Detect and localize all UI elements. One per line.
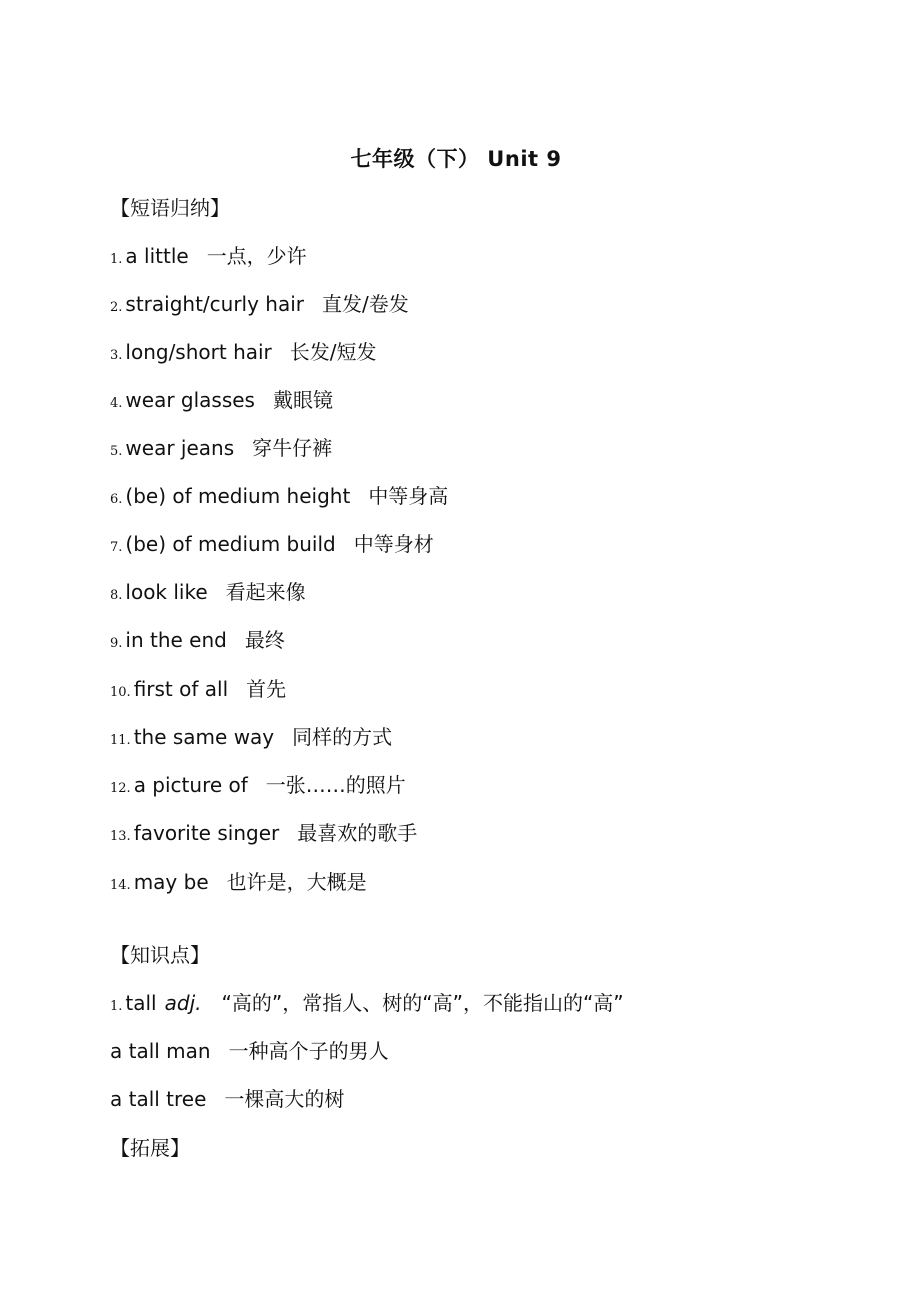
example-english: a tall man [110,1039,211,1063]
phrase-item-4 [110,385,333,419]
example-chinese: 一棵高大的树 [224,1087,345,1111]
part-of-speech: adj. [164,991,202,1015]
phrase-english: wear glasses [125,388,255,412]
knowledge-point-1 [110,988,624,1022]
phrase-number: 8. [110,588,123,603]
phrase-number: 6. [110,492,123,507]
phrase-item-9 [110,625,285,659]
phrase-item-14 [110,867,367,901]
phrase-number: 12. [110,781,131,796]
example-english: a tall tree [110,1087,207,1111]
phrase-english: (be) of medium build [125,532,336,556]
phrase-chinese: 戴眼镜 [272,388,333,412]
phrase-chinese: 也许是，大概是 [226,870,367,894]
knowledge-definition: “高的”，常指人、树的“高”，不能指山的“高” [221,991,624,1015]
phrase-number: 7. [110,540,123,555]
phrase-number: 5. [110,444,123,459]
phrase-number: 10. [110,685,131,700]
phrase-english: in the end [125,628,227,652]
phrase-number: 11. [110,733,131,748]
phrase-item-2 [110,289,409,323]
phrase-chinese: 直发/卷发 [322,292,409,316]
phrase-english: may be [133,870,209,894]
phrase-chinese: 首先 [246,677,287,701]
phrase-item-11 [110,722,392,756]
example-1 [110,1036,389,1066]
phrase-english: straight/curly hair [125,292,305,316]
phrase-chinese: 最终 [244,628,285,652]
phrase-item-1 [110,241,307,275]
phrase-item-7 [110,529,434,563]
phrase-english: first of all [133,677,229,701]
example-chinese: 一种高个子的男人 [228,1039,389,1063]
phrase-item-12 [110,770,406,804]
knowledge-number: 1. [110,999,123,1014]
phrase-item-5 [110,433,332,467]
phrase-item-6 [110,481,448,515]
phrase-item-3 [110,337,377,371]
phrase-chinese: 中等身高 [368,484,449,508]
phrase-chinese: 长发/短发 [289,340,377,364]
page-title: 七年级（下） Unit 9 [350,147,562,171]
phrase-item-10 [110,674,286,708]
example-2 [110,1084,344,1114]
phrase-item-13 [110,818,417,852]
knowledge-heading: 【知识点】 [110,943,210,967]
phrase-english: look like [125,580,208,604]
phrase-chinese: 最喜欢的歌手 [297,821,418,845]
phrase-chinese: 看起来像 [225,580,306,604]
phrase-item-8 [110,577,306,611]
phrase-number: 9. [110,636,123,651]
phrases-heading: 【短语归纳】 [110,196,230,220]
phrase-english: the same way [133,725,275,749]
phrase-chinese: 中等身材 [353,532,434,556]
phrase-english: long/short hair [125,340,272,364]
phrase-chinese: 同样的方式 [292,725,393,749]
phrase-number: 1. [110,252,123,267]
phrase-number: 4. [110,396,123,411]
knowledge-word: tall [125,991,157,1015]
phrase-number: 13. [110,829,131,844]
phrase-number: 3. [110,348,123,363]
phrase-number: 2. [110,300,123,315]
phrase-english: favorite singer [133,821,280,845]
phrase-english: a little [125,244,189,268]
phrase-english: a picture of [133,773,248,797]
expansion-heading: 【拓展】 [110,1136,190,1160]
phrase-chinese: 一点，少许 [206,244,307,268]
phrase-english: (be) of medium height [125,484,351,508]
phrase-chinese: 穿牛仔裤 [252,436,333,460]
phrase-english: wear jeans [125,436,235,460]
phrase-chinese: 一张……的照片 [265,773,406,797]
phrase-number: 14. [110,878,131,893]
